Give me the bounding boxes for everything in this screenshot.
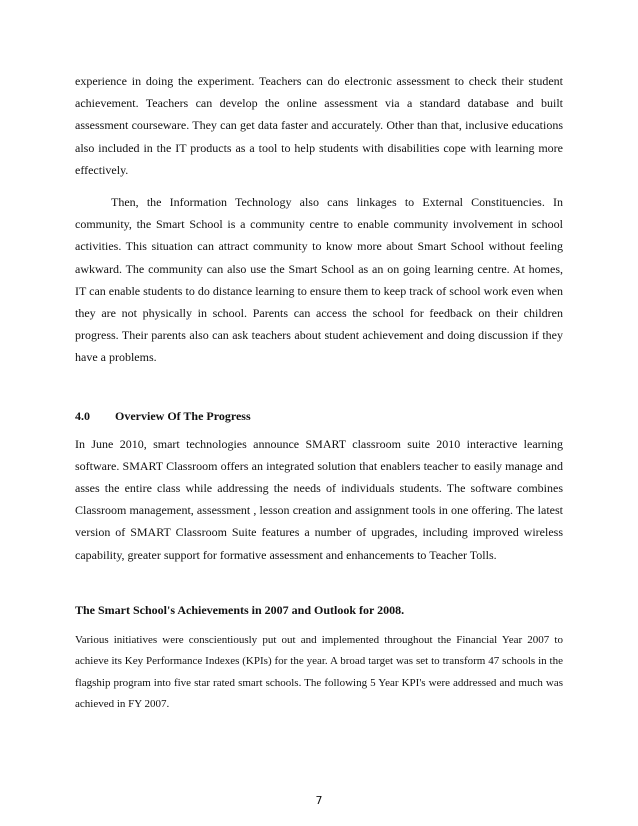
page-number: 7 bbox=[315, 794, 323, 807]
section-heading bbox=[75, 405, 563, 427]
section-title: Overview Of The Progress bbox=[115, 408, 251, 423]
subheading-achievements: The Smart School's Achievements in 2007 and Outlook for 2008. bbox=[75, 602, 405, 617]
paragraph-kpi-initiatives: Various initiatives were conscientiously put out and implemented throughout the Financial Year 2007 to achieve its Key Performance Indexes (KPIs) for the year. A broad target was set to transform 47 schools in the flagship program into five star rated smart schools. The following 5 Year KPI's were addressed and much was achieved in FY 2007. bbox=[75, 633, 563, 711]
section-number: 4.0 bbox=[75, 408, 90, 423]
page-content bbox=[75, 70, 563, 716]
paragraph-smart-classroom: In June 2010, smart technologies announce SMART classroom suite 2010 interactive learning software. SMART Classroom offers an integrated solution that enablers teacher to easily manage and asses the entire class while addressing the needs of individuals students. The software combines Classroom management, assessment , lesson creation and assignment tools in one offering. The latest version of SMART Classroom Suite features a number of upgrades, including improved wireless capability, greater support for formative assessment and enhancements to Teacher Tolls. bbox=[75, 436, 563, 562]
paragraph-it-assessment: experience in doing the experiment. Teachers can do electronic assessment to check their student achievement. Teachers can develop the online assessment via a standard database and built assessment courseware. They can get data faster and accurately. Other than that, inclusive educations also included in the IT products as a tool to help students with disabilities cope with learning more effectively. bbox=[75, 74, 563, 177]
paragraph-external-constituencies: Then, the Information Technology also cans linkages to External Constituencies. In community, the Smart School is a community centre to enable community involvement in school activities. This situation can attract community to know more about Smart School without feeling awkward. The community can also use the Smart School as an on going learning centre. At homes, IT can enable students to do distance learning to ensure them to keep track of school work even when they are not physically in school. Parents can access the school for feedback on their children progress. Their parents also can ask teachers about student achievement and doing discussion if they have a problems. bbox=[75, 195, 563, 365]
